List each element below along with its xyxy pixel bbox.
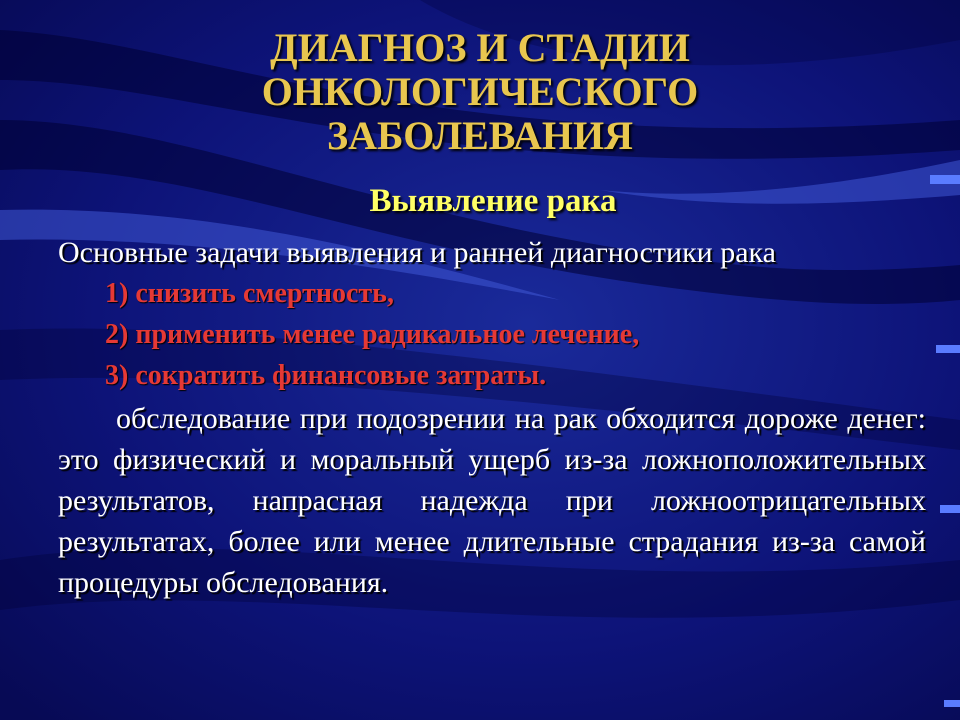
title-line: ЗАБОЛЕВАНИЯ [327, 113, 633, 158]
explanation-paragraph: обследование при подозрении на рак обходится дороже денег: это физический и моральный ущерб из-за ложноположительных результатов, напрасная надежда при ложноотрицательных результатах, более или менее длительные страдания из-за самой процедуры обследования. [58, 402, 926, 599]
task-item: 1) снизить смертность, [105, 278, 394, 309]
slide-title [0, 26, 960, 158]
task-item: 2) применить менее радикальное лечение, [105, 319, 640, 350]
task-item: 3) сократить финансовые затраты. [105, 360, 547, 391]
title-line: ОНКОЛОГИЧЕСКОГО [261, 69, 699, 114]
slide-subtitle: Выявление рака [369, 183, 617, 219]
intro-text: Основные задачи выявления и ранней диагностики рака [58, 236, 776, 269]
title-line: ДИАГНОЗ И СТАДИИ [270, 25, 690, 70]
